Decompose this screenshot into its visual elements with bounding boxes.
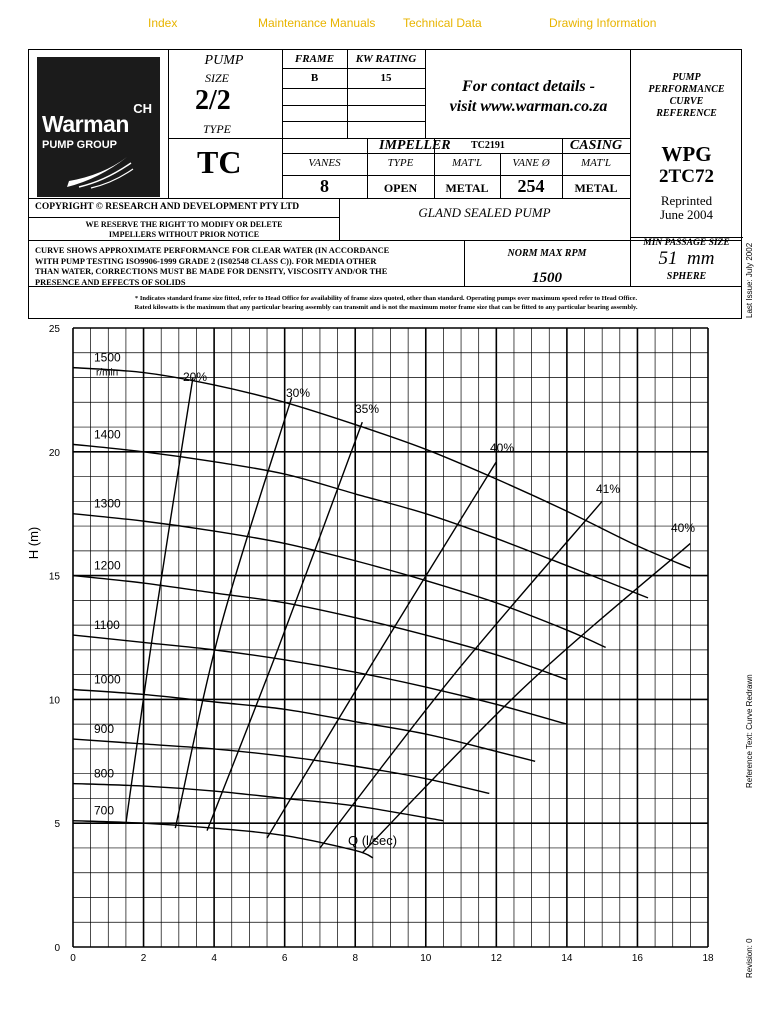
pump-label: PUMP (204, 53, 244, 68)
pump-type-value: TC (197, 144, 242, 180)
casing-matl-value: METAL (574, 181, 618, 195)
nav-technical-data-link[interactable]: Technical Data (403, 16, 482, 30)
speed-label-1400: 1400 (94, 427, 121, 442)
frame-label: FRAME (294, 53, 335, 65)
last-issue-label: Last Issue: July 2002 (745, 242, 754, 318)
kw-rating-label: KW RATING (355, 53, 417, 65)
rpm-label: NORM MAX RPM (507, 248, 587, 259)
speed-label-900: 900 (94, 722, 115, 737)
impeller-matl-value: METAL (445, 181, 489, 195)
efficiency-label: 40% (671, 521, 696, 535)
x-tick-label: 12 (490, 953, 502, 964)
impeller-code: TC2191 (471, 140, 505, 151)
speed-label-1100: 1100 (94, 618, 120, 633)
x-tick-label: 6 (281, 953, 288, 964)
speed-curve-700 (73, 821, 373, 858)
impeller-label: IMPELLER (379, 138, 451, 153)
y-tick-label: 20 (48, 447, 60, 459)
logo-brand: Warman (42, 111, 129, 137)
copyright-text: COPYRIGHT © RESEARCH AND DEVELOPMENT PTY LTD (35, 202, 300, 212)
footnote-text: * Indicates standard frame size fitted, refer to Head Office for availability of frame sizes quoted, other than standard. Operating pumps over maximum speed refer to Head Office. Rated kilowatts is the maximum that any particular bearing assembly can transmit and is not the maximum motor frame size that can be fitted to any particular bearing assembly. (134, 295, 638, 311)
curve-reference-label: PUMP PERFORMANCE CURVE REFERENCE (648, 72, 725, 119)
contact-details: For contact details - visit www.warman.co.za (449, 78, 608, 115)
reprinted-date: Reprinted June 2004 (659, 193, 714, 222)
x-tick-label: 4 (211, 953, 217, 964)
pump-size-value: 2/2 (195, 85, 231, 116)
size-label: SIZE (205, 71, 229, 85)
y-tick-label: 10 (48, 695, 60, 707)
x-tick-label: 2 (140, 953, 147, 964)
reserve-notice: WE RESERVE THE RIGHT TO MODIFY OR DELETE IMPELLERS WITHOUT PRIOR NOTICE (85, 220, 283, 239)
x-tick-label: 0 (70, 953, 76, 964)
impeller-type-value: OPEN (383, 181, 418, 195)
min-passage-value: 51 mm (658, 248, 715, 269)
casing-matl-label: MAT'L (580, 157, 612, 169)
x-tick-label: 16 (631, 953, 644, 964)
speed-label-1500: 1500 (94, 350, 121, 365)
impeller-type-label: TYPE (387, 157, 414, 169)
speed-label-1200: 1200 (94, 558, 121, 573)
vanes-value: 8 (320, 176, 329, 196)
casing-label: CASING (569, 138, 623, 153)
curve-reference-code1: WPG (661, 142, 712, 166)
y-tick-label: 5 (54, 819, 60, 831)
gland-sealed-label: GLAND SEALED PUMP (418, 205, 551, 220)
efficiency-label: 30% (286, 386, 311, 400)
speed-curve-1300 (73, 514, 606, 648)
curve-note: CURVE SHOWS APPROXIMATE PERFORMANCE FOR CLEAR WATER (IN ACCORDANCE WITH PUMP TESTING ISO9906-1999 GRADE 2 (IS02548 CLASS C)). FOR MEDIA OTHER THAN WATER, CORRECTIONS MUST BE MADE FOR DENSITY, VISCOSITY AND/OR THE PRESENCE AND EFFECTS OF SOLIDS (35, 246, 390, 287)
rpm-value: 1500 (532, 270, 562, 286)
x-tick-label: 10 (420, 953, 432, 964)
min-passage-label: MIN PASSAGE SIZE (643, 238, 730, 248)
y-axis-title: H (m) (26, 526, 41, 560)
x-tick-label: 8 (352, 953, 359, 964)
speed-curve-1500 (73, 368, 690, 569)
curve-reference-code2: 2TC72 (659, 166, 714, 187)
revision-label: Revision: 0 (745, 938, 754, 978)
nav-index-link[interactable]: Index (148, 16, 178, 30)
speed-unit-label: r/min (96, 367, 119, 379)
x-axis-title: Q (l/sec) (348, 833, 398, 848)
logo-group: PUMP GROUP (42, 139, 117, 151)
x-tick-label: 18 (702, 953, 714, 964)
type-label: TYPE (203, 122, 232, 136)
impeller-matl-label: MAT'L (451, 157, 483, 169)
kw-rating-value: 15 (380, 72, 392, 84)
y-tick-label: 15 (48, 571, 60, 583)
logo-ch: CH (133, 101, 152, 116)
y-tick-label: 0 (54, 943, 60, 954)
x-tick-label: 14 (561, 953, 573, 964)
efficiency-label: 41% (596, 482, 621, 496)
speed-label-1300: 1300 (94, 496, 121, 511)
nav-drawing-information-link[interactable]: Drawing Information (549, 16, 657, 30)
speed-label-1000: 1000 (94, 672, 121, 687)
speed-label-800: 800 (94, 766, 115, 781)
passage-shape: SPHERE (666, 271, 707, 282)
nav-maintenance-manuals-link[interactable]: Maintenance Manuals (258, 16, 376, 30)
frame-value: B (310, 72, 319, 84)
speed-label-700: 700 (94, 803, 115, 818)
efficiency-label: 20% (183, 370, 208, 384)
efficiency-label: 40% (490, 441, 515, 455)
y-tick-label: 25 (48, 324, 60, 335)
vane-diameter-label: VANE Ø (512, 157, 550, 169)
vane-diameter-value: 254 (517, 176, 545, 196)
reference-text-label: Reference Text: Curve Redrawn (745, 674, 754, 788)
efficiency-label: 35% (355, 402, 380, 416)
vanes-label: VANES (308, 157, 341, 169)
speed-curve-1000 (73, 689, 535, 761)
